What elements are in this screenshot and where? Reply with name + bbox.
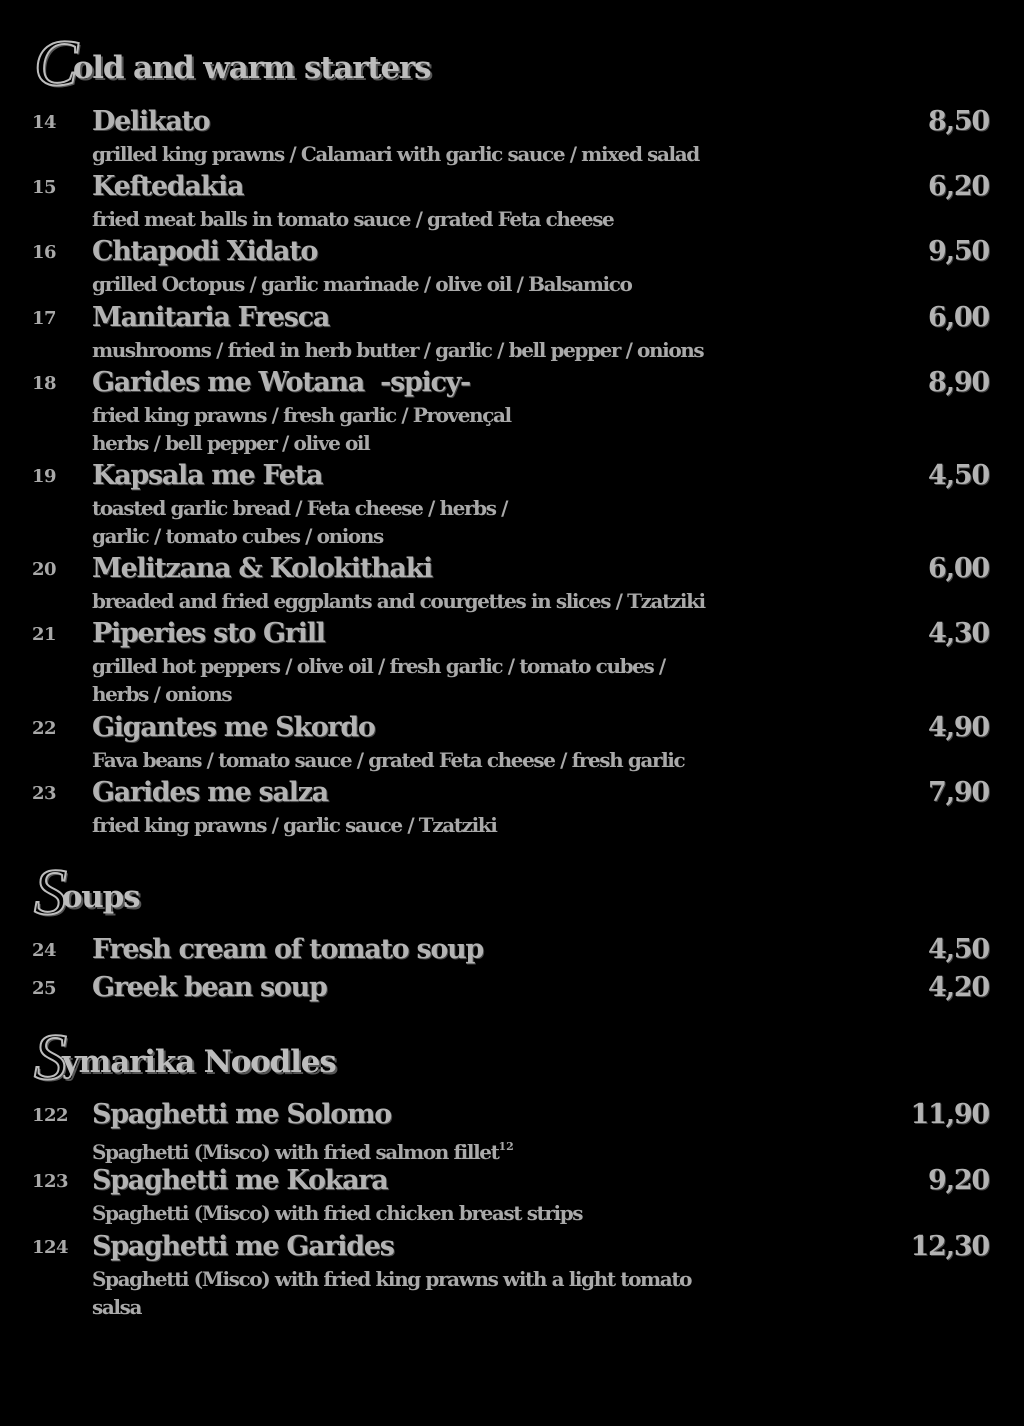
item-price: 8,90	[928, 367, 989, 398]
item-description	[92, 1133, 732, 1166]
item-number: 20	[32, 559, 57, 580]
item-name: Garides me salza	[92, 777, 328, 808]
item-name: Spaghetti me Garides	[92, 1231, 394, 1262]
item-price: 4,90	[928, 712, 989, 743]
item-number: 23	[32, 783, 57, 804]
item-description: toasted garlic bread / Feta cheese / herbs / garlic / tomato cubes / onions	[92, 496, 508, 548]
item-price: 9,20	[928, 1165, 989, 1196]
item-price: 7,90	[928, 777, 989, 808]
item-name: Greek bean soup	[92, 972, 327, 1003]
section-title-text: old and warm starters	[72, 50, 431, 86]
item-description: fried meat balls in tomato sauce / grated Feta cheese	[92, 207, 614, 231]
section-title-noodles	[34, 1020, 336, 1096]
item-number: 15	[32, 177, 57, 198]
item-description: Spaghetti (Misco) with fried king prawns with a light tomato salsa	[92, 1267, 692, 1319]
item-number: 17	[32, 308, 57, 329]
item-description: fried king prawns / fresh garlic / Provençal herbs / bell pepper / olive oil	[92, 403, 511, 455]
item-name: Piperies sto Grill	[92, 618, 325, 649]
item-price: 6,20	[928, 171, 989, 202]
item-name: Fresh cream of tomato soup	[92, 934, 484, 965]
item-price: 6,00	[928, 302, 989, 333]
item-name: Delikato	[92, 106, 210, 137]
section-title-text: ymarika Noodles	[61, 1044, 336, 1080]
item-number: 25	[32, 978, 57, 999]
item-number: 124	[32, 1237, 69, 1258]
item-price: 4,30	[928, 618, 989, 649]
item-price: 4,20	[928, 972, 989, 1003]
item-name: Manitaria Fresca	[92, 302, 330, 333]
item-description: mushrooms / fried in herb butter / garlic / bell pepper / onions	[92, 338, 704, 362]
item-number: 14	[32, 112, 57, 133]
item-description: breaded and fried eggplants and courgettes in slices / Tzatziki	[92, 589, 705, 613]
item-price: 4,50	[928, 934, 989, 965]
item-number: 122	[32, 1105, 69, 1126]
section-title-starters	[34, 26, 430, 102]
item-price: 6,00	[928, 553, 989, 584]
item-name: Spaghetti me Solomo	[92, 1099, 391, 1130]
section-title-text: oups	[61, 879, 140, 915]
item-number: 19	[32, 466, 57, 487]
item-name: Gigantes me Skordo	[92, 712, 375, 743]
item-description: fried king prawns / garlic sauce / Tzatziki	[92, 813, 497, 837]
item-price: 8,50	[928, 106, 989, 137]
section-initial: S	[34, 856, 66, 929]
section-title-soups	[34, 855, 139, 931]
item-name: Melitzana & Kolokithaki	[92, 553, 432, 584]
item-description: grilled Octopus / garlic marinade / olive oil / Balsamico	[92, 272, 632, 296]
item-description-text: Spaghetti (Misco) with fried salmon fillet	[92, 1140, 499, 1164]
item-price: 11,90	[910, 1099, 989, 1130]
item-price: 9,50	[928, 236, 989, 267]
item-name: Spaghetti me Kokara	[92, 1165, 388, 1196]
item-price: 4,50	[928, 460, 989, 491]
item-number: 24	[32, 940, 57, 961]
item-number: 16	[32, 242, 57, 263]
item-name: Keftedakia	[92, 171, 244, 202]
item-number: 18	[32, 373, 57, 394]
item-price: 12,30	[910, 1231, 989, 1262]
item-number: 22	[32, 718, 57, 739]
item-description: grilled king prawns / Calamari with garlic sauce / mixed salad	[92, 142, 699, 166]
item-name: Kapsala me Feta	[92, 460, 323, 491]
item-number: 21	[32, 624, 57, 645]
item-description: Spaghetti (Misco) with fried chicken breast strips	[92, 1201, 583, 1225]
item-number: 123	[32, 1171, 69, 1192]
item-name: Garides me Wotana -spicy-	[92, 367, 470, 398]
item-description: Fava beans / tomato sauce / grated Feta cheese / fresh garlic	[92, 748, 685, 772]
section-initial: S	[34, 1021, 66, 1094]
item-description: grilled hot peppers / olive oil / fresh garlic / tomato cubes / herbs / onions	[92, 654, 665, 706]
item-name: Chtapodi Xidato	[92, 236, 318, 267]
section-initial: C	[34, 27, 77, 100]
allergen-note: 12	[498, 1140, 514, 1153]
